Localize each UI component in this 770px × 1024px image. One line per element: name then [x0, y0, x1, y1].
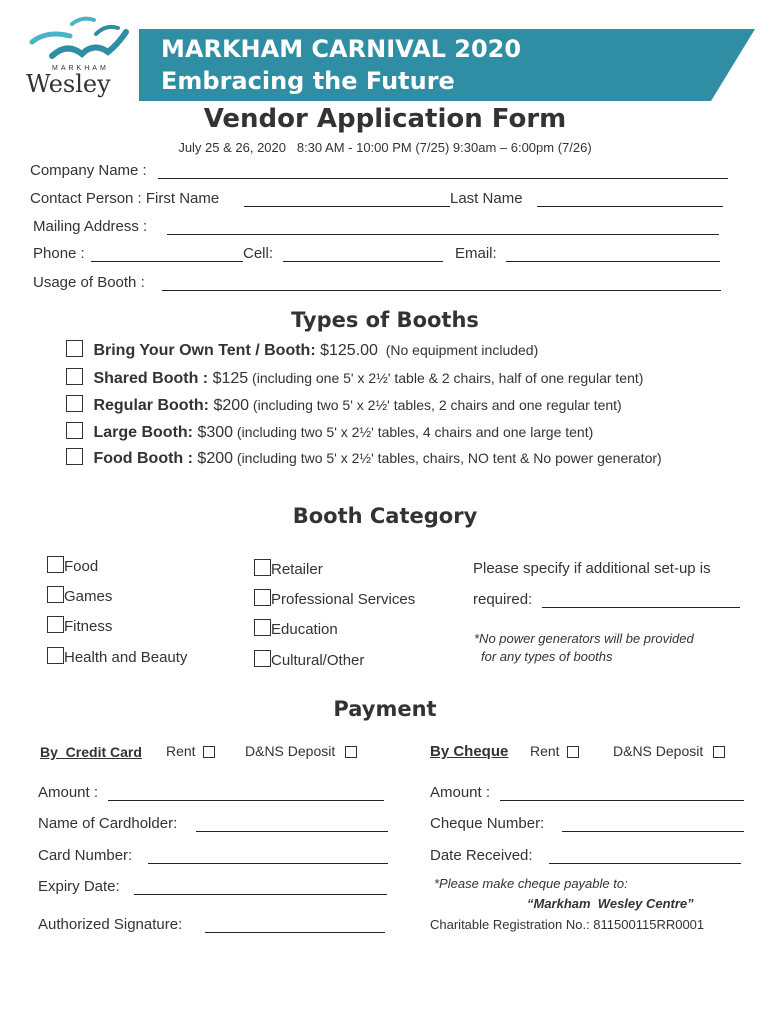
credit-deposit-option[interactable] [245, 743, 357, 759]
rent-label: Rent [166, 743, 196, 759]
generator-note-line2: for any types of booths [481, 649, 613, 664]
category-label: Fitness [64, 618, 113, 635]
booth-note: (including two 5' x 2½' tables, chairs, NO tent & No power generator) [233, 450, 662, 466]
logo-small-text: MARKHAM [52, 65, 109, 72]
checkbox-regular[interactable] [66, 395, 83, 412]
wesley-logo-icon [22, 12, 132, 72]
booth-name: Bring Your Own Tent / Booth: [93, 342, 316, 359]
cardholder-label: Name of Cardholder: [38, 815, 178, 832]
booth-option-food[interactable] [66, 448, 662, 468]
booth-name: Food Booth : [93, 450, 193, 467]
banner-title: MARKHAM CARNIVAL 2020 [161, 35, 522, 63]
cell-label: Cell: [243, 245, 274, 262]
booth-name: Regular Booth: [93, 397, 209, 414]
payable-to: “Markham Wesley Centre” [527, 896, 694, 911]
category-education[interactable] [254, 619, 338, 638]
card-number-field[interactable] [148, 863, 388, 864]
booth-note: (No equipment included) [377, 342, 539, 358]
booth-name: Shared Booth : [93, 370, 209, 387]
booth-name: Large Booth: [93, 424, 193, 441]
mailing-address-field[interactable] [167, 234, 719, 235]
category-label: Education [271, 621, 338, 638]
page-title: Vendor Application Form [203, 104, 567, 134]
first-name-field[interactable] [244, 206, 450, 207]
setup-required-field[interactable] [542, 607, 740, 608]
booth-option-large[interactable] [66, 422, 593, 442]
card-number-label: Card Number: [38, 847, 133, 864]
category-label: Games [64, 588, 113, 605]
signature-field[interactable] [205, 932, 385, 933]
generator-note-line1: *No power generators will be provided [474, 631, 694, 646]
booth-price: $125.00 [315, 342, 378, 359]
checkbox-cheque-deposit[interactable] [713, 746, 725, 758]
checkbox-shared[interactable] [66, 368, 83, 385]
email-label: Email: [455, 245, 497, 262]
usage-field[interactable] [162, 290, 721, 291]
checkbox-category-food[interactable] [47, 556, 64, 573]
category-label: Cultural/Other [271, 652, 365, 669]
checkbox-category-games[interactable] [47, 586, 64, 603]
types-of-booths-heading: Types of Booths [291, 308, 479, 332]
cheque-rent-option[interactable] [530, 743, 579, 759]
setup-required-label: required: [473, 591, 533, 608]
expiry-label: Expiry Date: [38, 878, 120, 895]
cell-field[interactable] [283, 261, 443, 262]
first-name-label: Contact Person : First Name [30, 190, 220, 207]
booth-note: (including one 5' x 2½' table & 2 chairs, half of one regular tent) [248, 370, 644, 386]
mailing-address-label: Mailing Address : [33, 218, 148, 235]
category-professional[interactable] [254, 589, 415, 608]
payable-note: *Please make cheque payable to: [434, 876, 628, 891]
checkbox-credit-rent[interactable] [203, 746, 215, 758]
date-received-field[interactable] [549, 863, 741, 864]
booth-price: $200 [192, 450, 234, 467]
cheque-number-field[interactable] [562, 831, 744, 832]
cheque-amount-field[interactable] [500, 800, 744, 801]
category-health-beauty[interactable] [47, 647, 187, 666]
setup-prompt: Please specify if additional set-up is [473, 560, 711, 577]
category-label: Professional Services [271, 591, 416, 608]
cheque-heading: By Cheque [430, 743, 509, 760]
checkbox-credit-deposit[interactable] [345, 746, 357, 758]
signature-label: Authorized Signature: [38, 916, 183, 933]
deposit-label: D&NS Deposit [613, 743, 704, 759]
banner-subtitle: Embracing the Future [161, 67, 455, 95]
category-label: Retailer [271, 561, 323, 578]
credit-rent-option[interactable] [166, 743, 215, 759]
booth-option-shared[interactable] [66, 368, 643, 388]
category-cultural[interactable] [254, 650, 364, 669]
booth-note: (including two 5' x 2½' tables, 2 chairs and one regular tent) [249, 397, 622, 413]
checkbox-large[interactable] [66, 422, 83, 439]
phone-label: Phone : [33, 245, 85, 262]
booth-price: $125 [208, 370, 249, 387]
logo [22, 12, 132, 102]
category-retailer[interactable] [254, 559, 323, 578]
cheque-amount-label: Amount : [430, 784, 491, 801]
logo-name: Wesley [26, 70, 111, 98]
payment-heading: Payment [333, 697, 437, 721]
category-label: Health and Beauty [64, 649, 188, 666]
checkbox-category-retailer[interactable] [254, 559, 271, 576]
last-name-label: Last Name [450, 190, 523, 207]
credit-card-heading: By Credit Card [40, 744, 142, 760]
deposit-label: D&NS Deposit [245, 743, 336, 759]
banner [139, 29, 755, 101]
credit-amount-field[interactable] [108, 800, 384, 801]
category-fitness[interactable] [47, 616, 112, 635]
cheque-deposit-option[interactable] [613, 743, 725, 759]
expiry-field[interactable] [134, 894, 387, 895]
checkbox-cheque-rent[interactable] [567, 746, 579, 758]
booth-category-heading: Booth Category [292, 504, 478, 528]
checkbox-category-health-beauty[interactable] [47, 647, 64, 664]
last-name-field[interactable] [537, 206, 723, 207]
company-name-field[interactable] [158, 178, 728, 179]
checkbox-category-education[interactable] [254, 619, 271, 636]
booth-price: $300 [193, 424, 234, 441]
charitable-registration: Charitable Registration No.: 811500115RR0001 [430, 917, 705, 932]
cardholder-field[interactable] [196, 831, 388, 832]
cheque-number-label: Cheque Number: [430, 815, 545, 832]
booth-note: (including two 5' x 2½' tables, 4 chairs and one large tent) [233, 424, 594, 440]
email-field[interactable] [506, 261, 720, 262]
company-name-label: Company Name : [30, 162, 147, 179]
event-dates: July 25 & 26, 2020 8:30 AM - 10:00 PM (7/25) 9:30am – 6:00pm (7/26) [178, 140, 592, 155]
booth-option-regular[interactable] [66, 395, 622, 415]
rent-label: Rent [530, 743, 560, 759]
checkbox-category-professional[interactable] [254, 589, 271, 606]
checkbox-own-tent[interactable] [66, 340, 83, 357]
checkbox-category-cultural[interactable] [254, 650, 271, 667]
category-food[interactable] [47, 556, 98, 575]
usage-label: Usage of Booth : [33, 274, 145, 291]
checkbox-food-booth[interactable] [66, 448, 83, 465]
credit-amount-label: Amount : [38, 784, 99, 801]
category-games[interactable] [47, 586, 112, 605]
checkbox-category-fitness[interactable] [47, 616, 64, 633]
booth-option-own-tent[interactable] [66, 340, 538, 360]
phone-field[interactable] [91, 261, 243, 262]
booth-price: $200 [209, 397, 250, 414]
category-label: Food [64, 558, 99, 575]
date-received-label: Date Received: [430, 847, 533, 864]
